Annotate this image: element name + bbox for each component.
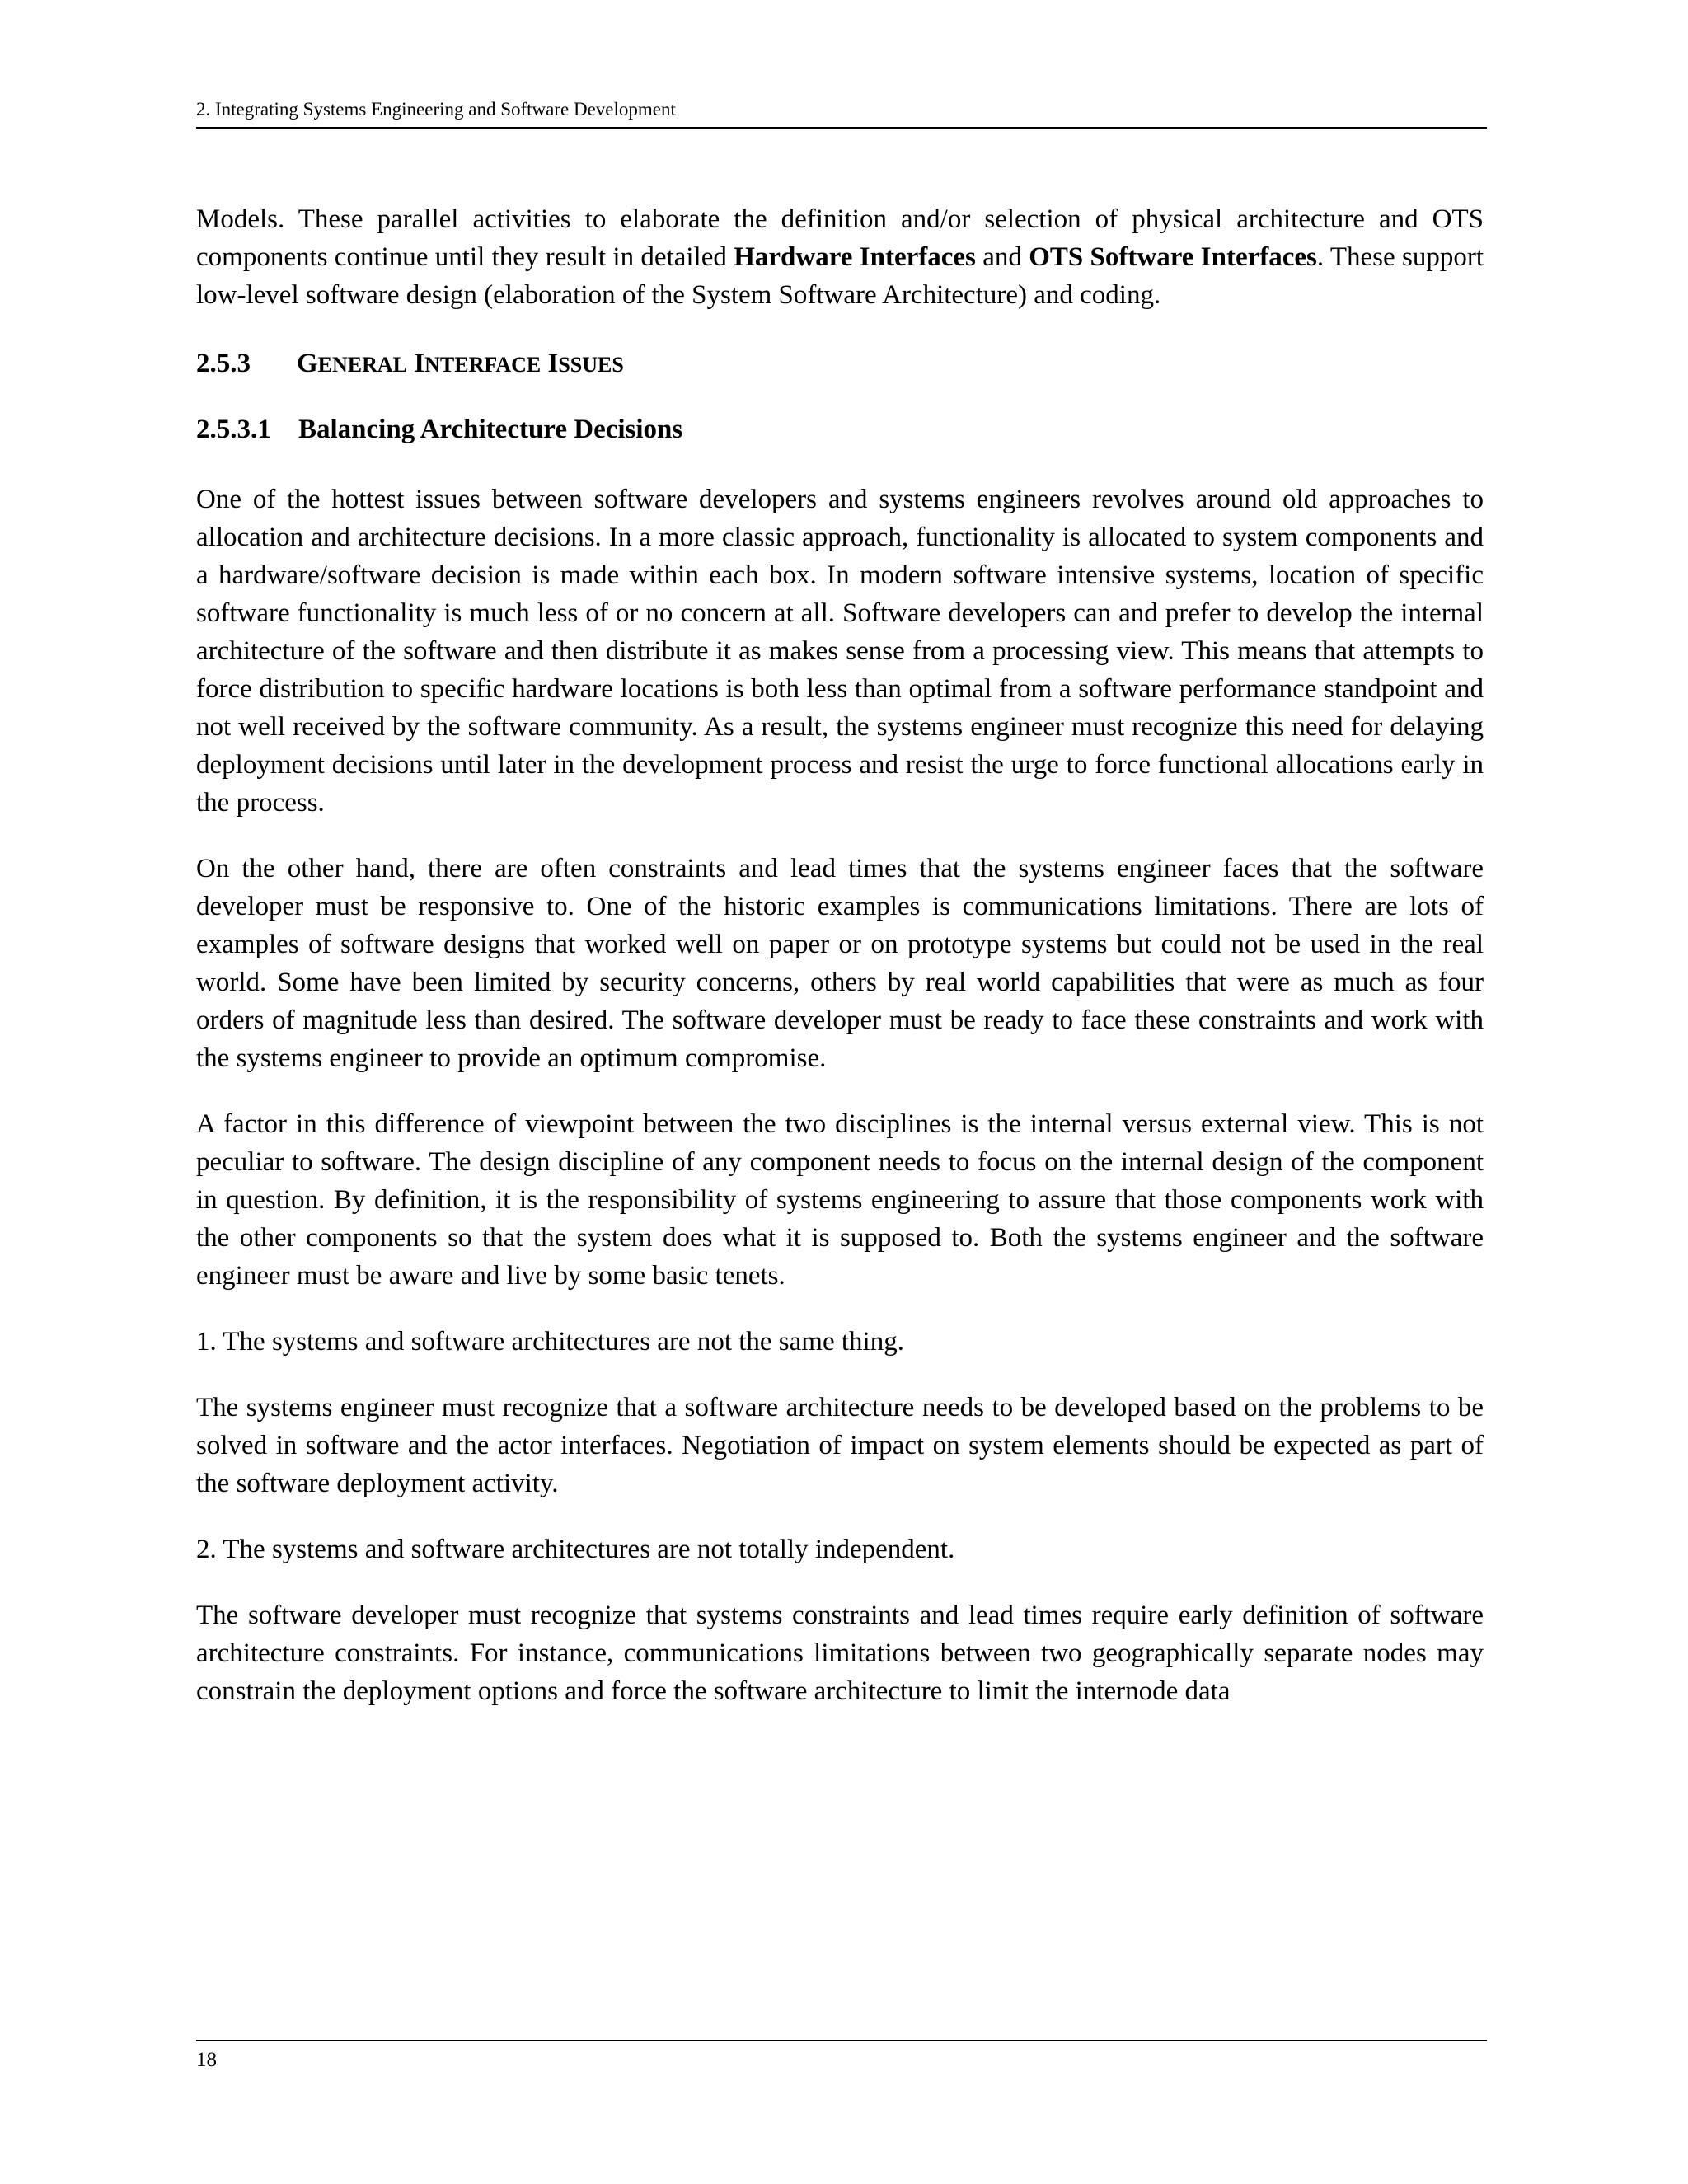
tenet-item: 1. The systems and software architectures are not the same thing. xyxy=(196,1327,904,1357)
page-number: 18 xyxy=(196,2049,217,2071)
subsection-title: Balancing Architecture Decisions xyxy=(298,415,683,444)
running-title: 2. Integrating Systems Engineering and Software Development xyxy=(196,99,676,120)
body-paragraph: On the other hand, there are often constraints and lead times that the systems engineer faces that the software developer must be responsive to. One of the historic examples is communications limitations. There are lots of examples of software designs that worked well on paper or on prototype systems but could not be used in the real world. Some have been limited by security concerns, others by real world capabilities that were as much as four orders of magnitude less than desired. The software developer must be ready to face these constraints and work with the systems engineer to provide an optimum compromise. xyxy=(196,854,1484,1073)
section-number: 2.5.3 xyxy=(196,349,251,378)
page-body xyxy=(196,200,1484,1738)
section-heading xyxy=(196,347,1484,382)
running-header xyxy=(196,97,1487,129)
page-footer xyxy=(196,2040,1487,2073)
ots-software-interfaces-term: OTS Software Interfaces xyxy=(1029,242,1317,272)
subsection-heading xyxy=(196,413,1484,446)
intro-paragraph xyxy=(196,200,1484,314)
hardware-interfaces-term: Hardware Interfaces xyxy=(734,242,976,272)
section-title-word: INTERFACE xyxy=(414,349,542,378)
intro-text-3: . These support low-level software design (elaboration of the System Software Architecture) and coding. xyxy=(196,242,1484,310)
body-paragraph: The systems engineer must recognize that a software architecture needs to be developed based on the problems to be solved in software and the actor interfaces. Negotiation of impact on system elements should be expected as part of the software deployment activity. xyxy=(196,1393,1484,1498)
section-title-word: ISSUES xyxy=(547,349,624,378)
subsection-number: 2.5.3.1 xyxy=(196,415,271,444)
intro-text-2: and xyxy=(975,242,1029,272)
body-paragraph: A factor in this difference of viewpoint between the two disciplines is the internal versus external view. This is not peculiar to software. The design discipline of any component needs to focus on the internal design of the component in question. By definition, it is the responsibility of systems engineering to assure that those components work with the other components so that the system does what it is supposed to. Both the systems engineer and the software engineer must be aware and live by some basic tenets. xyxy=(196,1109,1484,1291)
body-paragraph: One of the hottest issues between software developers and systems engineers revolves around old approaches to allocation and architecture decisions. In a more classic approach, functionality is allocated to system components and a hardware/software decision is made within each box. In modern software intensive systems, location of specific software functionality is much less of or no concern at all. Software developers can and prefer to develop the internal architecture of the software and then distribute it as makes sense from a processing view. This means that attempts to force distribution to specific hardware locations is both less than optimal from a software performance standpoint and not well received by the software community. As a result, the systems engineer must recognize this need for delaying deployment decisions until later in the development process and resist the urge to force functional allocations early in the process. xyxy=(196,485,1484,818)
section-title-word: GENERAL xyxy=(297,349,408,378)
body-paragraph: The software developer must recognize that systems constraints and lead times require early definition of software architecture constraints. For instance, communications limitations between two geographically separate nodes may constrain the deployment options and force the software architecture to limit the internode data xyxy=(196,1601,1484,1706)
intro-text-1: Models. These parallel activities to elaborate the definition and/or selection of physical architecture and OTS components continue until they result in detailed xyxy=(196,204,1484,272)
tenet-item: 2. The systems and software architectures are not totally independent. xyxy=(196,1535,955,1564)
